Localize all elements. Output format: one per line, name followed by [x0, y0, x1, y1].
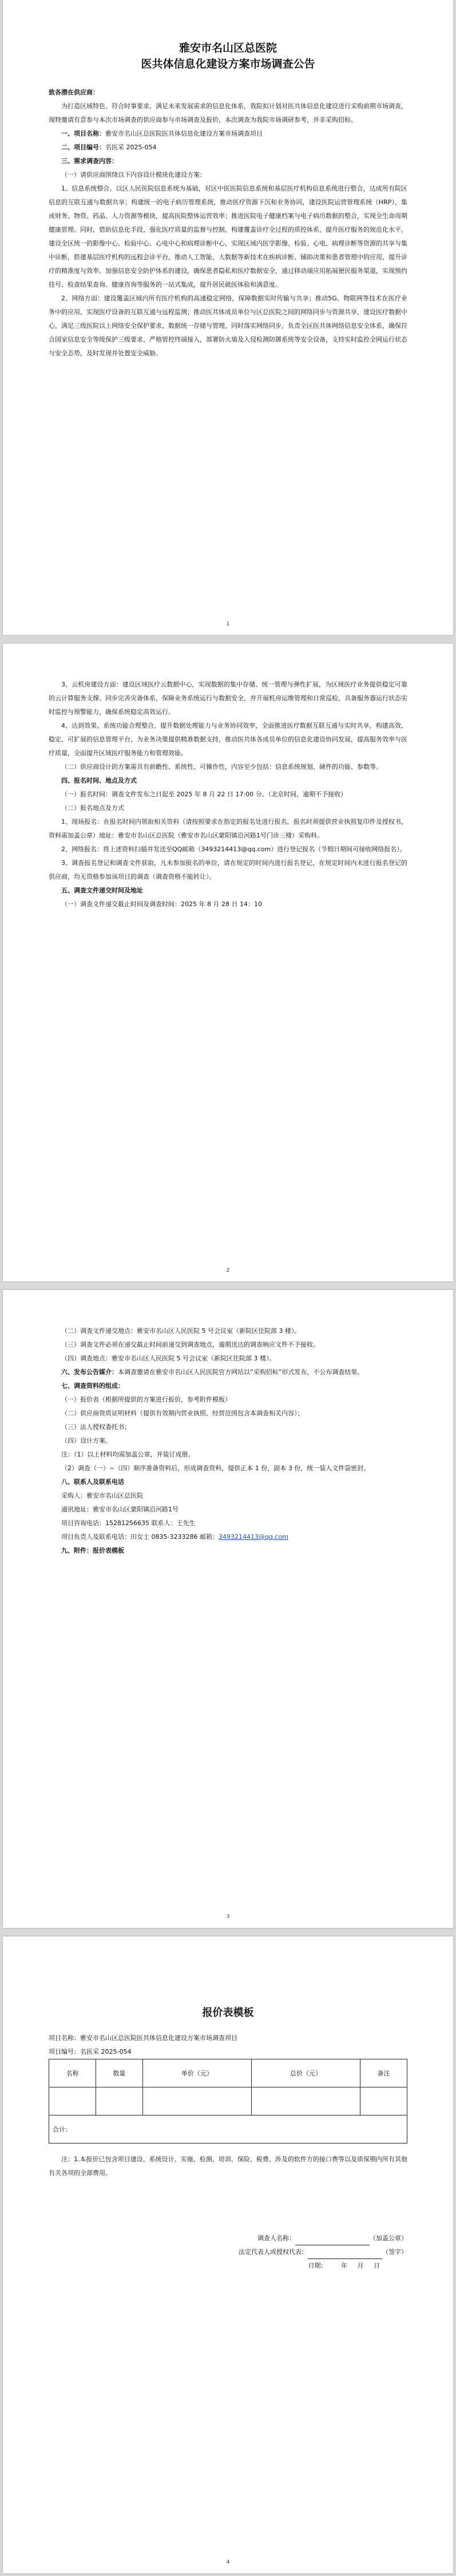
address: 通讯地址：雅安市名山区蒙阳镇沿河路1号: [61, 1506, 179, 1513]
quote-total-row: [49, 2115, 407, 2144]
signature-representative-suffix: （签字）: [382, 2248, 407, 2256]
quote-note: 注：1.本报价已包含项目建设、系统设计、实施、检测、培训、保险、税费、涉及的软件方的接口费等以及质保期内所有其他有关各项的全部费用。: [49, 2156, 407, 2177]
page-number: 2: [226, 1268, 230, 1273]
quote-column-header: 总价（元）: [251, 2059, 360, 2087]
material-note-1: 注：（1）以上材料均需加盖公章，并装订成册。: [61, 1451, 195, 1458]
section-5-heading: 五、调查文件递交时间及地址: [61, 887, 143, 894]
document-page-3: [3, 1290, 453, 1928]
section-3-paragraph-2: 2、网络方面：建设覆盖区域内所有医疗机构的高速稳定网络，保障数据实时传输与共享；推动5G、物联网等技术在医疗业务中的应用，实现医疗设备的互联互通与远程监测；推动医共体成员单位与区总医院之间的网络同步与资源共享，建设医疗数据中心，满足三级医院以上网络安全保护要求，数据统一存储与管理，同时落实网络同步，负责全区医共体网络信息安全体系，确保符合国家信息安全等级保护三级要求，严格管控终端接入，部署防火墙及入侵检测防御系统等安全设备，支持实时监控全网运行状态与安全态势，及时发现并处置安全威胁。: [49, 295, 407, 357]
signature-company-line[interactable]: [295, 2237, 370, 2245]
late-submission-note: （三）调查文件必须在递交截止时间前递交到调查地点，逾期送达的调查响应文件不予接收。: [61, 1341, 319, 1348]
section-3-paragraph-1: 1、信息系统整合。以区人民医院信息系统为基础，对区中医医院信息系统和基层医疗机构信息系统进行整合，达成所有院区信息的互联互通与数据共享；构建统一的电子病历管理系统，推动医疗资源下沉和业务协同，建设医院运营管理系统（HRP），集成财务、物资、药品、人力资源等模块，提高医院整体运营效率；推进医院电子健康档案与电子病历数据的整合，实现全生命周期健康管理。同时，借助信息化手段，强化医疗质量的监督与控制，构建覆盖诊疗全过程的质控体系，提升医疗服务的规范化水平，建设全区统一的影像中心、检验中心、心电中心和病理诊断中心，实现区域内医学影像、检验、心电、病理诊断等资源的共享与集中诊断，搭建基层医疗机构的远程会诊平台，推动人工智能、大数据等新技术在疾病诊断、辅助决策和患者管理中的应用，提升诊疗的精准度与效率。加强信息安全防护体系的建设，确保患者隐私和医疗数据安全，通过移动端应用拓展便民服务渠道，实现预约挂号、检查结果查询、健康咨询等服务的一站式集成，提升居民就医体验和满意度。: [49, 185, 407, 288]
online-registration: 2、网络报名：将上述资料扫描并发送至QQ邮箱（3493214413@qq.com）进行登记报名（节假日期间可接收网络报名）。: [61, 846, 406, 853]
signature-representative-label: 法定代表人或授权代表：: [239, 2248, 308, 2256]
material-note-2: （2）调查（一）~（四）顺序准备资料后，形成调查资料，提供正本 1 份，副本 3 份，统一装入文件袋密封。: [61, 1464, 370, 1472]
date-label: 日期：: [308, 2262, 327, 2269]
section-3-paragraph-5: （二）供应商设计的方案需具有前瞻性、系统性、可操作性，内容至少包括：信息系统规划、硬件的功能、参数等。: [61, 763, 382, 771]
material-item-2: （二）供应商资质证明材料（提供有效期内营业执照、经营范围包含本调查相关内容）；: [61, 1410, 304, 1417]
survey-location: （四）调查地点：雅安市名山区人民医院 5 号会议室（新院区住院部 3 楼）。: [61, 1355, 276, 1362]
date-month: 月: [357, 2262, 364, 2269]
quote-cell[interactable]: [251, 2087, 360, 2115]
date-year: 年: [341, 2262, 348, 2269]
project-lead-text: 项目负责人及联系电话：田女士 0835-3233286 邮箱：: [61, 1533, 219, 1541]
date-day: 日: [374, 2262, 380, 2269]
quote-cell[interactable]: [49, 2087, 96, 2115]
quote-cell[interactable]: [96, 2087, 142, 2115]
section-1: [49, 127, 407, 141]
document-page-2: [3, 644, 453, 1281]
quote-table: [49, 2059, 407, 2144]
section-9-heading: 九、附件：报价表模板: [61, 1547, 124, 1554]
greeting: 致各潜在供应商：: [49, 89, 99, 96]
section-3-paragraph-3: 3、云机房建设方面：建设区域医疗云数据中心，实现数据的集中存储、统一管理与弹性扩展，为区域医疗业务提供稳定可靠的云计算服务支撑。同步完善灾备体系，保障业务系统运行与数据安全，并开展机房运维管理和日常巡检，具备服务器运行状态实时监控与预警能力，确保系统稳定高效运行。: [49, 681, 407, 716]
quote-column-header: 单价（元）: [142, 2059, 251, 2087]
project-lead-contact: [49, 1530, 407, 1544]
registration-place-heading: （二）报名地点及方式: [61, 804, 124, 812]
section-4-heading: 四、报名时间、地点及方式: [61, 777, 137, 784]
quote-table-row: [49, 2087, 407, 2115]
section-6: [49, 1366, 407, 1379]
quote-cell[interactable]: [360, 2087, 407, 2115]
signature-company-label: 调查人名称：: [257, 2234, 295, 2242]
quote-total-label: 合计：: [49, 2115, 407, 2144]
section-3-heading: 三、需求调查内容：: [61, 157, 118, 165]
page-number: 3: [226, 1914, 230, 1920]
consult-phone: 项目咨询电话：15281256635 联系人：王先生: [61, 1519, 196, 1527]
submission-deadline: （一）调查文件递交截止时间及调查时间：2025 年 8 月 28 日 14：10: [61, 900, 262, 908]
document-page-1: [3, 0, 453, 635]
material-item-4: （四）设计方案。: [61, 1437, 112, 1444]
material-item-1: （一）报价表（根据所提供的方案进行报价，参考附件模板）: [61, 1396, 231, 1403]
registration-time: （一）报名时间：调查文件发布之日起至 2025 年 8 月 22 日 17:00 分。（北京时间，逾期不予接收）: [61, 791, 347, 798]
quote-column-header: 名称: [49, 2059, 96, 2087]
section-7-heading: 七、调查资料的组成：: [61, 1382, 124, 1390]
email-link[interactable]: 3493214413@qq.com: [218, 1533, 288, 1541]
project-number: 名医采 2025-054: [105, 144, 157, 151]
quote-column-header: 数量: [96, 2059, 142, 2087]
signature-date: [49, 2259, 407, 2273]
intro-paragraph: 为打造区域特色、符合时事要求、满足未来发展需求的信息化体系，我院拟计划对医共体信息化建设进行采购前期市场调查，现特邀请有意参与本次市场调查的供应商参与市场调查及报价，本次调查为我院市场调研参考，并非采购招标。: [49, 102, 407, 124]
document-page-4: [3, 1936, 453, 2573]
signature-company-suffix: （加盖公章）: [370, 2234, 407, 2242]
publication-media: 本调查邀请在雅安市名山区人民医院官方网站以“采购招标”形式发布，不公布调查结果。: [118, 1368, 364, 1376]
section-3-intro: （一）请供应商围绕以下内容设计模块化建设方案：: [61, 171, 206, 178]
section-3-paragraph-4: 4、达到效果。系统功能合理整合，提升数据处理能力与业务协同效率，全面推进医疗数据互联互通与实时共享，构建高效、稳定、可扩展的信息管理平台，为业务决策提供精准数据支持，推动医共体各成员单位的信息化建设协同发展，提高服务效率与医疗质量，全面提升区域医疗服务能力和管理效能。: [49, 722, 407, 757]
section-6-heading: 六、发布公告媒介：: [61, 1368, 118, 1376]
onsite-registration: 1、现场报名：在报名时间内领取相关资料（请按照要求在指定的报名处进行报名，报名时须提供营业执照复印件及授权书，资料需加盖公章）地址：雅安市名山区总医院（雅安市名山区蒙阳镇沿河路1号门诊三楼）采购科。: [49, 818, 407, 839]
quote-project-number: 项目编号：名医采 2025-054: [49, 2048, 132, 2055]
quote-column-header: 备注: [360, 2059, 407, 2087]
signature-representative-line[interactable]: [308, 2250, 382, 2259]
registration-note: 3、调查报名登记和调查文件获取，凡未参加报名的单位，请在规定的时间内进行报名登记，在规定时间内未进行报名登记的供应商，均无资格参加该项目的调查（调查资格不能转让）。: [49, 859, 407, 880]
section-2-heading: 二、项目编号：: [61, 144, 105, 151]
quote-cell[interactable]: [142, 2087, 251, 2115]
submission-place: （二）调查文件递交地点：雅安市名山区人民医院 5 号会议室（新院区住院部 3 楼）。: [61, 1327, 301, 1335]
project-name: 雅安市名山区总医院医共体信息化建设方案市场调查项目: [105, 130, 263, 137]
material-item-3: （三）法人授权委托书；: [61, 1423, 130, 1431]
purchaser: 采购人：雅安市名山区总医院: [61, 1492, 143, 1499]
quote-table-header: [49, 2059, 407, 2087]
doc-title-line2: 医共体信息化建设方案市场调查公告: [141, 58, 315, 70]
quote-project-name: 项目名称：雅安市名山区总医院医共体信息化建设方案市场调查项目: [49, 2034, 237, 2042]
section-2: [49, 141, 407, 154]
section-8-heading: 八、联系人及联系电话: [61, 1478, 124, 1486]
signature-company: [49, 2232, 407, 2245]
page-number: 1: [226, 621, 230, 627]
quote-title: 报价表模板: [202, 2007, 254, 2019]
doc-title-line1: 雅安市名山区总医院: [179, 42, 277, 54]
signature-representative: [49, 2245, 407, 2259]
section-1-heading: 一、项目名称：: [61, 130, 105, 137]
page-number: 4: [226, 2559, 230, 2565]
